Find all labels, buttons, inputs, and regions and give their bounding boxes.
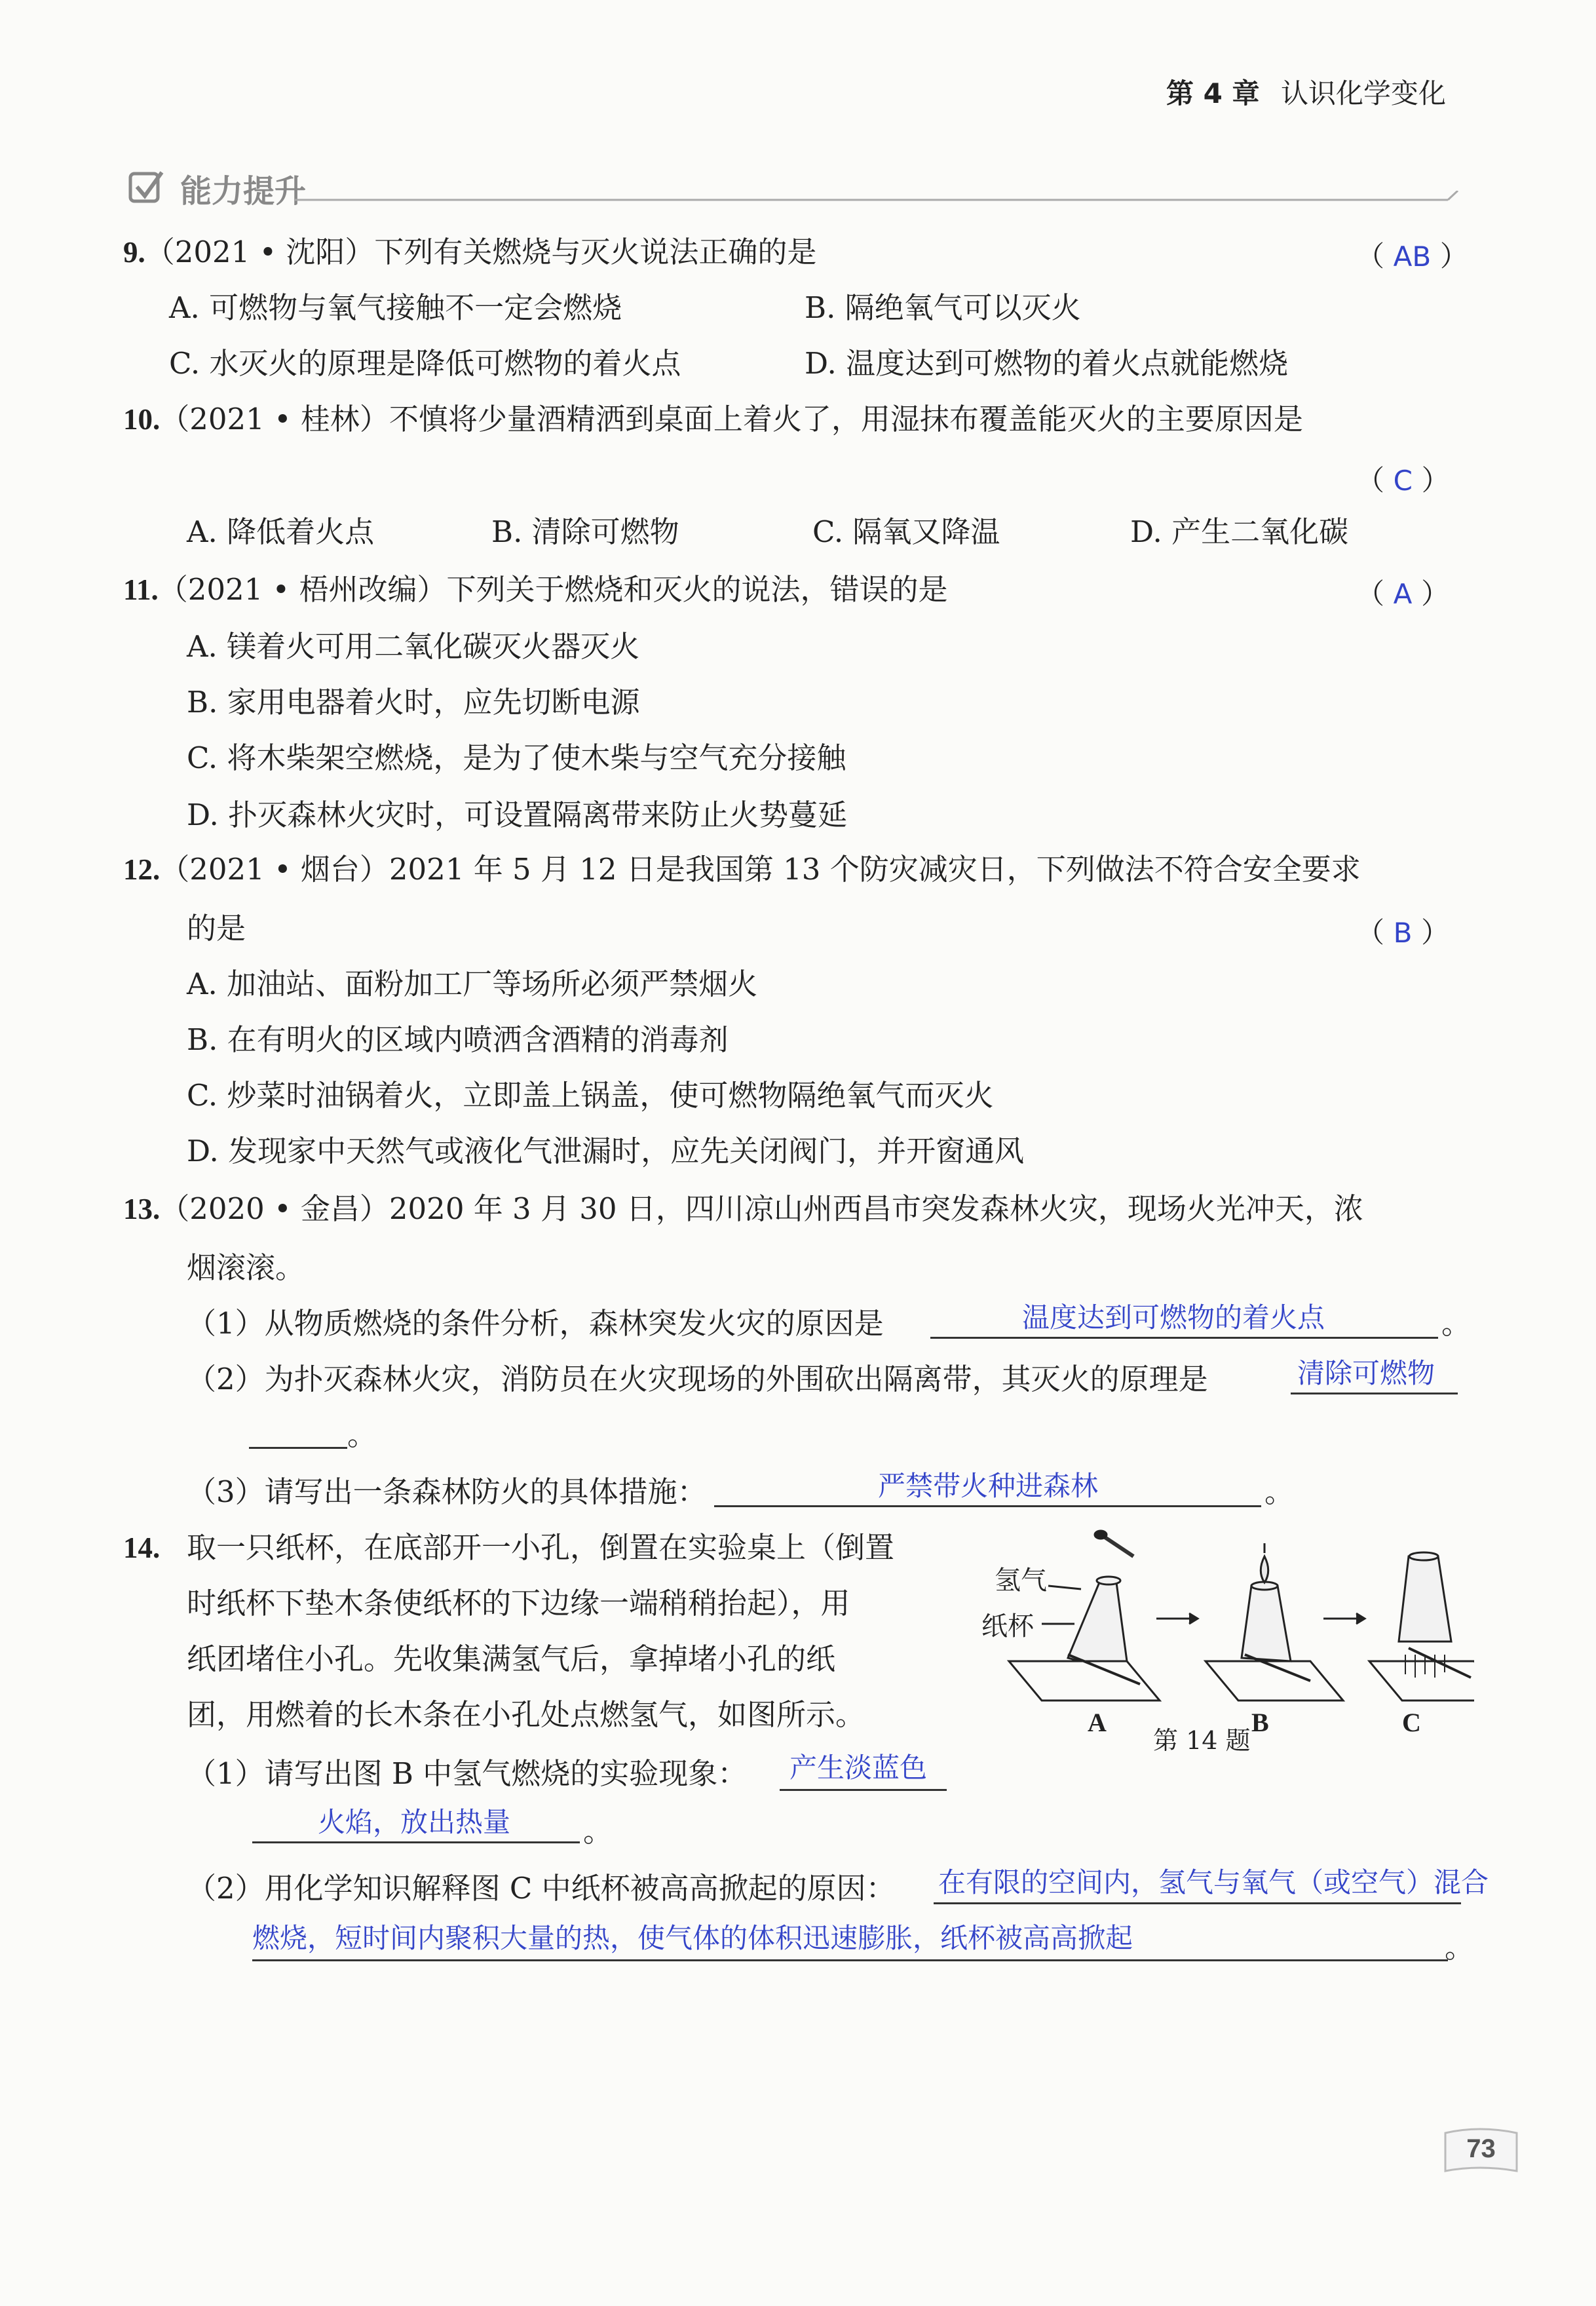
q12-option-d: D. 发现家中天然气或液化气泄漏时，应先关闭阀门，并开窗通风 (187, 1134, 1025, 1168)
q10-block (123, 402, 1303, 437)
q14-part2-prompt: （2）用化学知识解释图 C 中纸杯被高高掀起的原因： (187, 1871, 896, 1906)
q9-answer: AB (1393, 240, 1432, 273)
q9-option-d: D. 温度达到可燃物的着火点就能燃烧 (805, 346, 1289, 381)
q13-block (123, 1191, 1363, 1227)
q13-number: 13. (123, 1193, 161, 1225)
q10-option-a: A. 降低着火点 (187, 514, 375, 549)
q10-option-c: C. 隔氧又降温 (812, 514, 1000, 549)
q10-number: 10. (123, 403, 161, 436)
q12-text-line1: （2021 • 烟台）2021 年 5 月 12 日是我国第 13 个防灾减灾日，下列做法不符合安全要求 (160, 852, 1361, 887)
q10-text: （2021 • 桂林）不慎将少量酒精洒到桌面上着火了，用湿抹布覆盖能灭火的主要原因是 (160, 402, 1303, 436)
q14-line4: 团，用燃着的长木条在小孔处点燃氢气，如图所示。 (187, 1697, 865, 1732)
q12-text-line2: 的是 (187, 911, 246, 946)
figure-label-b: B (1251, 1708, 1269, 1737)
q10-answer-paren: （ C ） (1356, 465, 1450, 497)
q13-part3-end: 。 (1264, 1474, 1295, 1509)
q12-block (123, 852, 1361, 887)
q12-number: 12. (123, 853, 161, 886)
q11-option-a: A. 镁着火可用二氧化碳灭火器灭火 (187, 629, 640, 664)
q9-text: （2021 • 沈阳）下列有关燃烧与灭火说法正确的是 (145, 235, 817, 269)
q12-answer: B (1393, 917, 1413, 949)
chapter-number: 第 4 章 (1166, 77, 1260, 109)
q14-part1-answer-b: 火焰，放出热量 (318, 1806, 511, 1838)
page-number-badge (1440, 2126, 1522, 2176)
q14-part1-answer-a: 产生淡蓝色 (789, 1752, 928, 1784)
q14-part1-prompt: （1）请写出图 B 中氢气燃烧的实验现象： (187, 1756, 748, 1791)
section-title: 能力提升 (180, 173, 307, 210)
q14-part1-underline (780, 1789, 947, 1791)
q14-part2-answer-b: 燃烧，短时间内聚积大量的热，使气体的体积迅速膨胀，纸杯被高高掀起 (252, 1922, 1133, 1954)
q12-answer-paren: （ B ） (1356, 917, 1450, 950)
q13-part2-prompt: （2）为扑灭森林火灾，消防员在火灾现场的外围砍出隔离带，其灭火的原理是 (187, 1362, 1208, 1396)
q13-text-line1: （2020 • 金昌）2020 年 3 月 30 日，四川凉山州西昌市突发森林火灾，现场火光冲天，浓 (160, 1191, 1363, 1226)
q14-part1-end: 。 (583, 1814, 613, 1849)
q11-block (123, 572, 947, 607)
q9-answer-paren: （ AB ） (1356, 240, 1468, 273)
q12-option-a: A. 加油站、面粉加工厂等场所必须严禁烟火 (187, 967, 758, 1001)
q14-figure (970, 1520, 1474, 1769)
q13-part1-end: 。 (1441, 1306, 1472, 1341)
q13-part1-answer: 温度达到可燃物的着火点 (1022, 1301, 1325, 1334)
figure-label-cup: 纸杯 (981, 1611, 1034, 1642)
q11-number: 11. (123, 573, 159, 606)
q13-part2-underline-cont (249, 1447, 347, 1449)
q14-part2-answer-a: 在有限的空间内，氢气与氧气（或空气）混合 (938, 1866, 1489, 1898)
q11-option-d: D. 扑灭森林火灾时，可设置隔离带来防止火势蔓延 (187, 797, 848, 832)
figure-label-a: A (1088, 1708, 1107, 1737)
section-banner (128, 167, 1458, 210)
q13-part1-prompt: （1）从物质燃烧的条件分析，森林突发火灾的原因是 (187, 1306, 884, 1341)
q10-answer: C (1393, 465, 1413, 497)
section-divider (295, 191, 1461, 204)
chapter-title: 认识化学变化 (1281, 77, 1447, 109)
q9-block (123, 235, 816, 270)
check-icon (128, 167, 167, 206)
q14-line2: 时纸杯下垫木条使纸杯的下边缘一端稍稍抬起），用 (187, 1586, 850, 1621)
figure-caption: 第 14 题 (1153, 1726, 1251, 1755)
q10-option-b: B. 清除可燃物 (491, 514, 679, 549)
q9-option-c: C. 水灭火的原理是降低可燃物的着火点 (169, 346, 681, 381)
q13-part2-answer: 清除可燃物 (1297, 1357, 1435, 1389)
q9-number: 9. (123, 236, 145, 269)
q13-text-line2: 烟滚滚。 (187, 1250, 305, 1285)
q10-option-d: D. 产生二氧化碳 (1130, 514, 1349, 549)
q12-option-b: B. 在有明火的区域内喷洒含酒精的消毒剂 (187, 1022, 729, 1057)
q13-part3-answer: 严禁带火种进森林 (878, 1470, 1099, 1502)
q13-part2-end: 。 (347, 1417, 377, 1452)
q14-part1-underline-cont (252, 1841, 580, 1843)
q13-part1-underline (930, 1337, 1438, 1339)
page-number: 73 (1466, 2134, 1496, 2163)
q14-part2-end: 。 (1445, 1930, 1475, 1965)
q9-option-b: B. 隔绝氧气可以灭火 (805, 290, 1081, 325)
q11-option-c: C. 将木柴架空燃烧，是为了使木柴与空气充分接触 (187, 740, 846, 775)
figure-label-c: C (1402, 1708, 1421, 1737)
q14-part2-underline-cont (252, 1959, 1448, 1961)
q9-option-a: A. 可燃物与氧气接触不一定会燃烧 (169, 290, 622, 325)
q11-option-b: B. 家用电器着火时，应先切断电源 (187, 685, 640, 720)
q14-number: 14. (123, 1531, 161, 1564)
q13-part3-underline (714, 1505, 1261, 1507)
q14-part2-underline (934, 1902, 1461, 1904)
q13-part2-underline (1291, 1393, 1458, 1394)
figure-label-gas: 氢气 (995, 1566, 1047, 1596)
q11-answer: A (1393, 578, 1413, 610)
q13-part3-prompt: （3）请写出一条森林防火的具体措施： (187, 1474, 707, 1509)
q14-line3: 纸团堵住小孔。先收集满氢气后，拿掉堵小孔的纸 (187, 1642, 836, 1676)
q11-text: （2021 • 梧州改编）下列关于燃烧和灭火的说法，错误的是 (158, 572, 948, 607)
q12-option-c: C. 炒菜时油锅着火，立即盖上锅盖，使可燃物隔绝氧气而灭火 (187, 1078, 994, 1113)
q14-line1: 取一只纸杯，在底部开一小孔，倒置在实验桌上（倒置 (187, 1530, 895, 1565)
q11-answer-paren: （ A ） (1356, 578, 1450, 611)
